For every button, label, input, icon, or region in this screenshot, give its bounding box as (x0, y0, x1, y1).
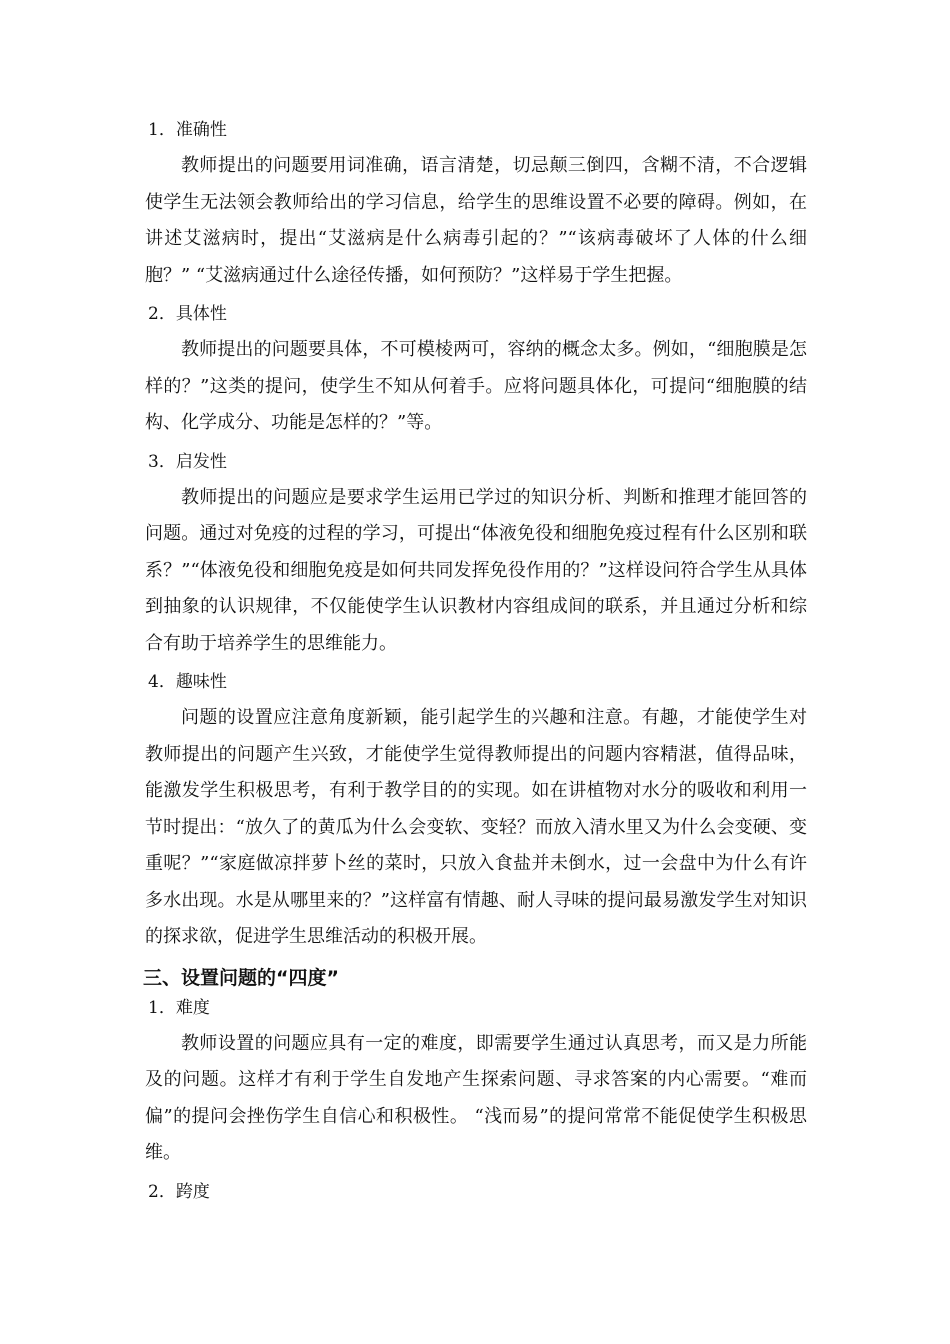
section-title: 三、设置问题的“四度” (143, 966, 339, 989)
item-paragraph: 教师提出的问题要用词准确，语言清楚，切忌颠三倒四，含糊不清，不合逻辑使学生无法领会教师给出的学习信息，给学生的思维设置不必要的障碍。例如，在讲述艾滋病时，提出“艾滋病是什么病毒引起的？”“该病毒破坏了人体的什么细胞？” “艾滋病通过什么途径传播，如何预防？”这样易于学生把握。 (145, 155, 807, 286)
item-interest (145, 672, 807, 956)
item-heading: 2．跨度 (148, 1181, 210, 1202)
item-difficulty (145, 998, 807, 1172)
item-heading: 1．难度 (148, 997, 210, 1018)
item-heuristic (145, 452, 807, 663)
item-heading: 3．启发性 (148, 451, 227, 472)
item-heading: 1．准确性 (148, 120, 227, 140)
item-paragraph: 教师提出的问题要具体，不可模棱两可，容纳的概念太多。例如，“细胞膜是怎样的？”这类的提问，使学生不知从何着手。应将问题具体化，可提问“细胞膜的结构、化学成分、功能是怎样的？”等。 (145, 339, 807, 433)
item-paragraph: 教师设置的问题应具有一定的难度，即需要学生通过认真思考，而又是力所能及的问题。这样才有利于学生自发地产生探索问题、寻求答案的内心需要。“难而偏”的提问会挫伤学生自信心和积极性。 “浅而易”的提问常常不能促使学生积极思维。 (145, 1032, 807, 1163)
item-heading: 2．具体性 (148, 304, 227, 324)
item-paragraph: 教师提出的问题应是要求学生运用已学过的知识分析、判断和推理才能回答的问题。通过对免疫的过程的学习，可提出“体液免役和细胞免疫过程有什么区别和联系？”“体液免役和细胞免疫是如何共同发挥免役作用的？”这样设问符合学生从具体到抽象的认识规律，不仅能使学生认识教材内容组成间的联系，并且通过分析和综合有助于培养学生的思维能力。 (145, 486, 807, 654)
item-span (145, 1182, 807, 1202)
item-heading: 4．趣味性 (148, 672, 227, 692)
item-accuracy (145, 120, 807, 294)
item-paragraph: 问题的设置应注意角度新颖，能引起学生的兴趣和注意。有趣，才能使学生对教师提出的问题产生兴致，才能使学生觉得教师提出的问题内容精湛，值得品味，能激发学生积极思考，有利于教学目的的实现。如在讲植物对水分的吸收和利用一节时提出：“放久了的黄瓜为什么会变软、变轻？而放入清水里又为什么会变硬、变重呢？”“家庭做凉拌萝卜丝的菜时，只放入食盐并未倒水，过一会盘中为什么有许多水出现。水是从哪里来的？”这样富有情趣、耐人寻味的提问最易激发学生对知识的探求欲，促进学生思维活动的积极开展。 (145, 707, 807, 947)
document-body (145, 120, 807, 1202)
item-specificity (145, 304, 807, 442)
